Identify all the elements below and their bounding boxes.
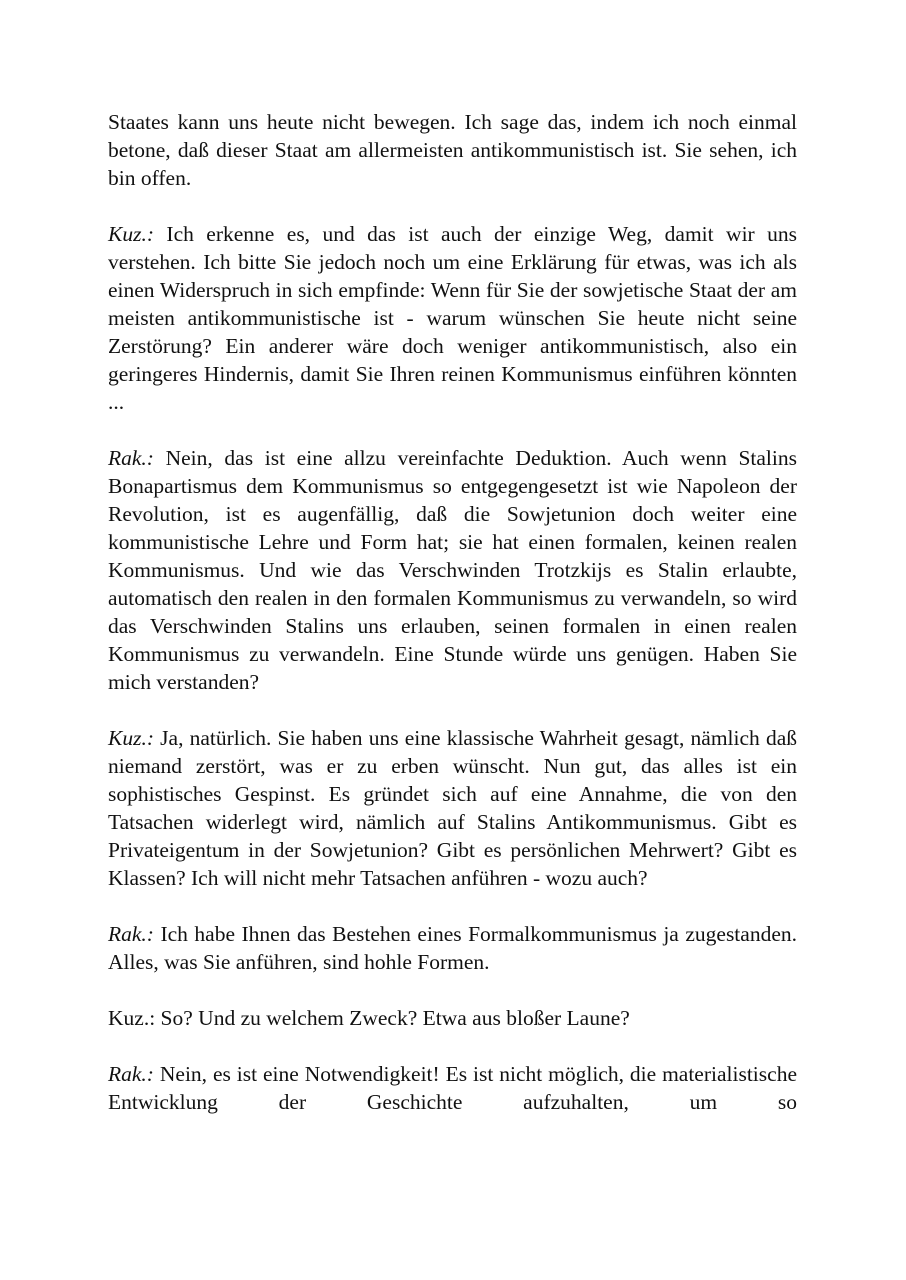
paragraph-text: Ja, natürlich. Sie haben uns eine klassische Wahrheit gesagt, nämlich daß niemand zerstört, was er zu erben wünscht. Nun gut, das alles ist ein sophistisches Gespinst. Es gründet sich auf eine Annahme, die von den Tatsachen widerlegt wird, nämlich auf Stalins Antikommunismus. Gibt es Privateigentum in der Sowjetunion? Gibt es persönlichen Mehrwert? Gibt es Klassen? Ich will nicht mehr Tatsachen anführen - wozu auch?	[108, 726, 797, 890]
paragraph-7	[108, 1060, 797, 1116]
paragraph-text: Nein, das ist eine allzu vereinfachte Deduktion. Auch wenn Stalins Bonapartismus dem Kommunismus so entgegengesetzt ist wie Napoleon der Revolution, ist es augenfällig, daß die Sowjetunion doch weiter eine kommunistische Lehre und Form hat; sie hat einen formalen, keinen realen Kommunismus. Und wie das Verschwinden Trotzkijs es Stalin erlaubte, automatisch den realen in den formalen Kommunismus zu verwandeln, so wird das Verschwinden Stalins uns erlauben, seinen formalen in einen realen Kommunismus zu verwandeln. Eine Stunde würde uns genügen. Haben Sie mich verstanden?	[108, 446, 797, 694]
speaker-label: Rak.:	[108, 1062, 154, 1086]
paragraph-text: Ich habe Ihnen das Bestehen eines Formalkommunismus ja zugestanden. Alles, was Sie anführen, sind hohle Formen.	[108, 922, 797, 974]
speaker-label: Rak.:	[108, 922, 154, 946]
paragraph-text: Staates kann uns heute nicht bewegen. Ich sage das, indem ich noch einmal betone, daß dieser Staat am allermeisten antikommunistisch ist. Sie sehen, ich bin offen.	[108, 110, 797, 190]
paragraph-6	[108, 1004, 797, 1032]
speaker-label: Kuz.:	[108, 1006, 156, 1030]
paragraph-5	[108, 920, 797, 976]
paragraph-3	[108, 444, 797, 696]
speaker-label: Kuz.:	[108, 222, 154, 246]
document-page	[108, 108, 797, 1144]
speaker-label: Kuz.:	[108, 726, 154, 750]
speaker-label: Rak.:	[108, 446, 154, 470]
paragraph-2	[108, 220, 797, 416]
paragraph-text: Ich erkenne es, und das ist auch der einzige Weg, damit wir uns verstehen. Ich bitte Sie jedoch noch um eine Erklärung für etwas, was ich als einen Widerspruch in sich empfinde: Wenn für Sie der sowjetische Staat der am meisten antikommunistische ist - warum wünschen Sie heute nicht seine Zerstörung? Ein anderer wäre doch weniger antikommunistisch, also ein geringeres Hindernis, damit Sie Ihren reinen Kommunismus einführen könnten ...	[108, 222, 797, 414]
paragraph-text: So? Und zu welchem Zweck? Etwa aus bloßer Laune?	[155, 1006, 630, 1030]
paragraph-text: Nein, es ist eine Notwendigkeit! Es ist nicht möglich, die materialistische Entwicklung der Geschichte aufzuhalten, um so	[108, 1062, 797, 1114]
paragraph-4	[108, 724, 797, 892]
paragraph-1	[108, 108, 797, 192]
